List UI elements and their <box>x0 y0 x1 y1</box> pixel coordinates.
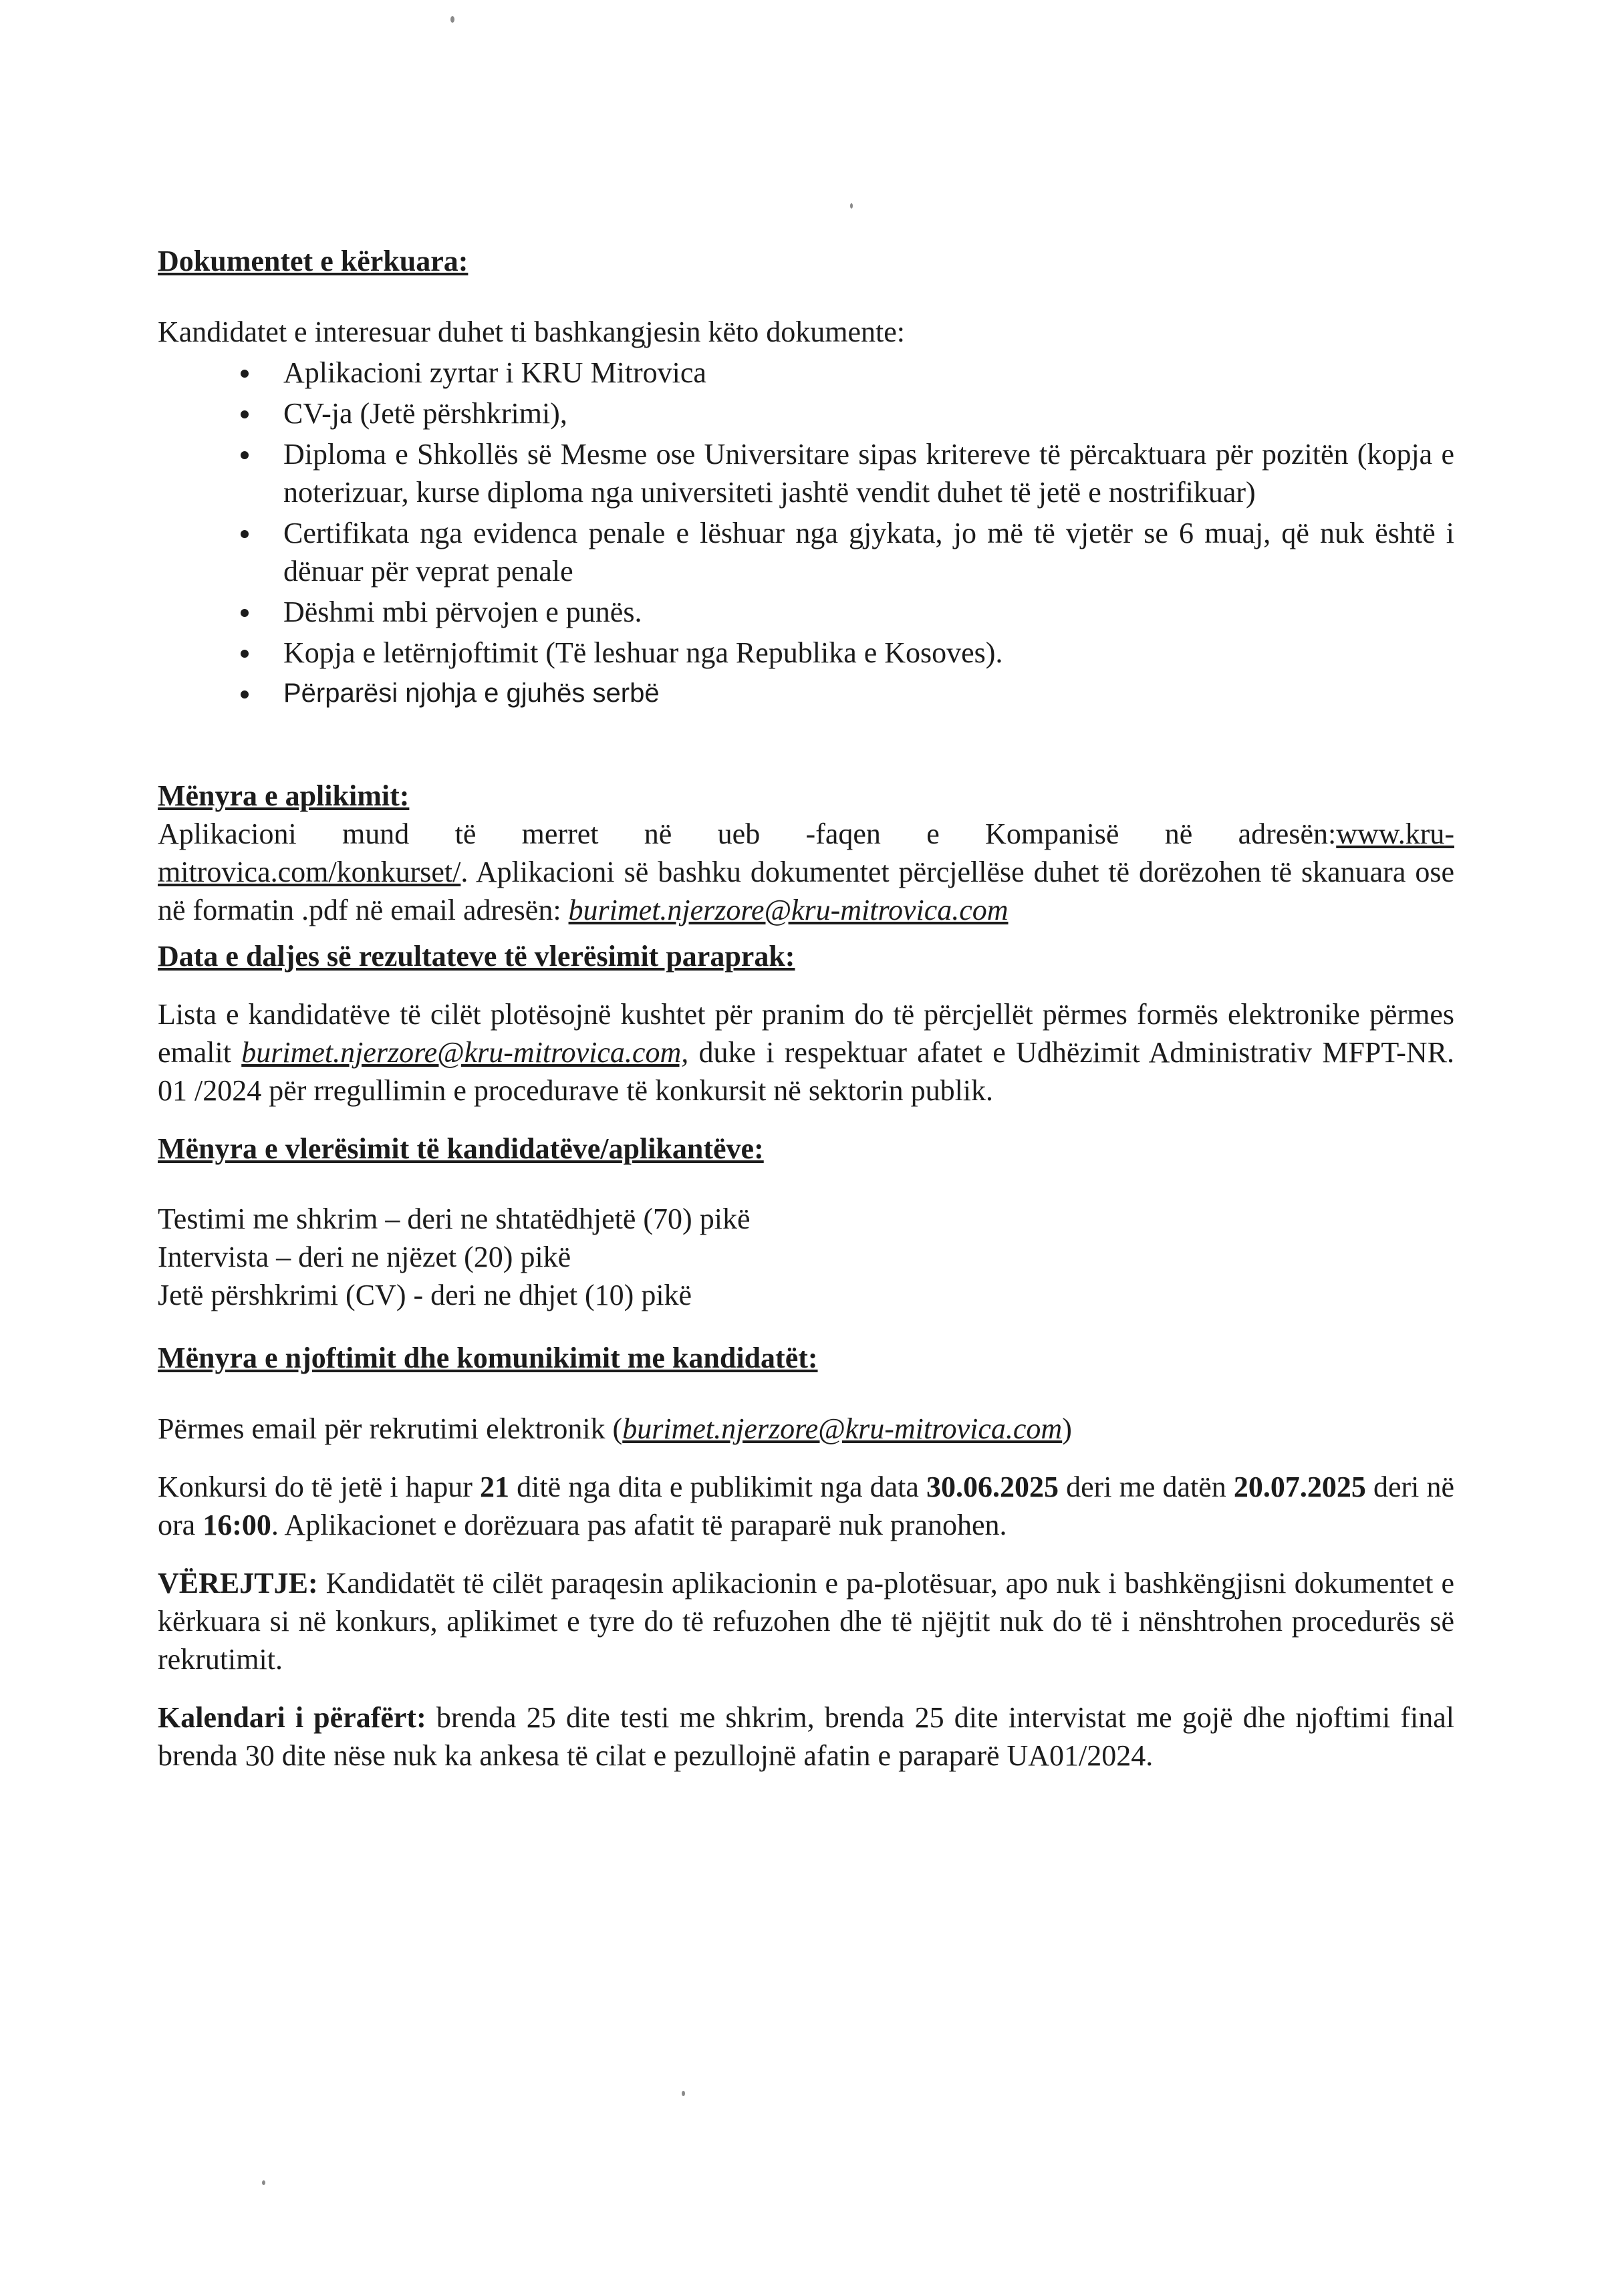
deadline-paragraph <box>158 1468 1454 1544</box>
deadline-text: ditë nga dita e publikimit nga data <box>509 1471 927 1503</box>
section-heading-application-method: Mënyra e aplikimit: <box>158 779 410 812</box>
section-heading-required-documents: Dokumentet e kërkuara: <box>158 245 469 277</box>
section-heading-evaluation-method: Mënyra e vlerësimit të kandidatëve/aplikantëve: <box>158 1132 764 1165</box>
note-paragraph <box>158 1564 1454 1678</box>
application-method-paragraph <box>158 853 1454 929</box>
application-method-text-2: . Aplikacioni së bashku dokumentet përcjellëse duhet të dorëzohen të skanuara ose në formatin .pdf në email adresën: <box>158 856 1454 926</box>
deadline-text: deri me datën <box>1059 1471 1234 1503</box>
deadline-end-date: 20.07.2025 <box>1233 1471 1366 1503</box>
notification-paragraph <box>158 1410 1454 1448</box>
scan-speck <box>850 203 853 209</box>
preliminary-results-paragraph <box>158 995 1454 1110</box>
notification-email-link[interactable]: burimet.njerzore@kru-mitrovica.com <box>622 1412 1063 1445</box>
section-heading-notification-method: Mënyra e njoftimit dhe komunikimit me kandidatët: <box>158 1342 818 1374</box>
application-url-link-continued[interactable]: mitrovica.com/konkurset/ <box>158 856 461 888</box>
scan-speck <box>262 2180 265 2185</box>
list-item: Përparësi njohja e gjuhës serbë <box>283 674 1454 713</box>
scan-speck <box>682 2091 685 2096</box>
evaluation-line-interview: Intervista – deri ne njëzet (20) pikë <box>158 1241 571 1273</box>
list-item: CV-ja (Jetë përshkrimi), <box>283 394 1454 432</box>
notification-text: Përmes email për rekrutimi elektronik ( <box>158 1412 623 1445</box>
application-email-link[interactable]: burimet.njerzore@kru-mitrovica.com <box>568 894 1009 926</box>
section-heading-preliminary-results: Data e daljes së rezultateve të vlerësimit paraprak: <box>158 940 795 973</box>
notification-close: ) <box>1062 1412 1072 1445</box>
preliminary-results-text: Lista e kandidatëve të cilët plotësojnë kushtet për pranim do të përcjellët përmes formës elektronike përmes emalit <box>158 998 1454 1069</box>
scan-speck <box>450 16 454 23</box>
deadline-text: . Aplikacionet e dorëzuara pas afatit të paraparë nuk pranohen. <box>271 1509 1007 1541</box>
document-body <box>158 242 1454 1775</box>
calendar-paragraph <box>158 1698 1454 1775</box>
deadline-start-date: 30.06.2025 <box>926 1471 1059 1503</box>
deadline-time: 16:00 <box>203 1509 271 1541</box>
application-method-line1 <box>158 815 1454 853</box>
preliminary-results-text-2: duke i respektuar afatet e Udhëzimit Administrativ MFPT-NR. 01 /2024 për rregullimin e procedurave të konkursit në sektorin publik. <box>158 1036 1454 1107</box>
deadline-days: 21 <box>480 1471 510 1503</box>
required-documents-intro: Kandidatet e interesuar duhet ti bashkangjesin këto dokumente: <box>158 315 906 348</box>
application-method-text: Aplikacioni mund të merret në ueb -faqen e Kompanisë në adresën: <box>158 817 1337 850</box>
note-text: Kandidatët të cilët paraqesin aplikacionin e pa-plotësuar, apo nuk i bashkëngjisni dokumentet e kërkuara si në konkurs, aplikimet e tyre do të refuzohen dhe të njëjtit nuk do të i nënshtrohen procedurës së rekrutimit. <box>158 1567 1454 1676</box>
deadline-text: deri në ora <box>158 1471 1454 1541</box>
deadline-text: Konkursi do të jetë i hapur <box>158 1471 481 1503</box>
list-item: Certifikata nga evidenca penale e lëshuar nga gjykata, jo më të vjetër se 6 muaj, që nuk është i dënuar për veprat penale <box>283 514 1454 590</box>
evaluation-line-written-test: Testimi me shkrim – deri ne shtatëdhjetë (70) pikë <box>158 1202 751 1235</box>
list-item: Kopja e letërnjoftimit (Të leshuar nga Republika e Kosoves). <box>283 634 1454 672</box>
list-item: Aplikacioni zyrtar i KRU Mitrovica <box>283 354 1454 392</box>
evaluation-line-cv: Jetë përshkrimi (CV) - deri ne dhjet (10) pikë <box>158 1279 692 1311</box>
calendar-text: brenda 25 dite testi me shkrim, brenda 25 dite intervistat me gojë dhe njoftimi final brenda 30 dite nëse nuk ka ankesa të cilat e pezullojnë afatin e paraparë UA01/2024. <box>158 1701 1454 1772</box>
results-email-link[interactable]: burimet.njerzore@kru-mitrovica.com, <box>241 1036 689 1069</box>
application-url-link[interactable]: www.kru- <box>1336 817 1454 850</box>
note-label: VËREJTJE: <box>158 1567 318 1600</box>
list-item: Dëshmi mbi përvojen e punës. <box>283 593 1454 631</box>
list-item: Diploma e Shkollës së Mesme ose Universitare sipas kritereve të përcaktuara për pozitën (kopja e noterizuar, kurse diploma nga universiteti jashtë vendit duhet të jetë e nostrifikuar) <box>283 435 1454 511</box>
calendar-label: Kalendari i përafërt: <box>158 1701 426 1734</box>
required-documents-list <box>158 354 1454 713</box>
